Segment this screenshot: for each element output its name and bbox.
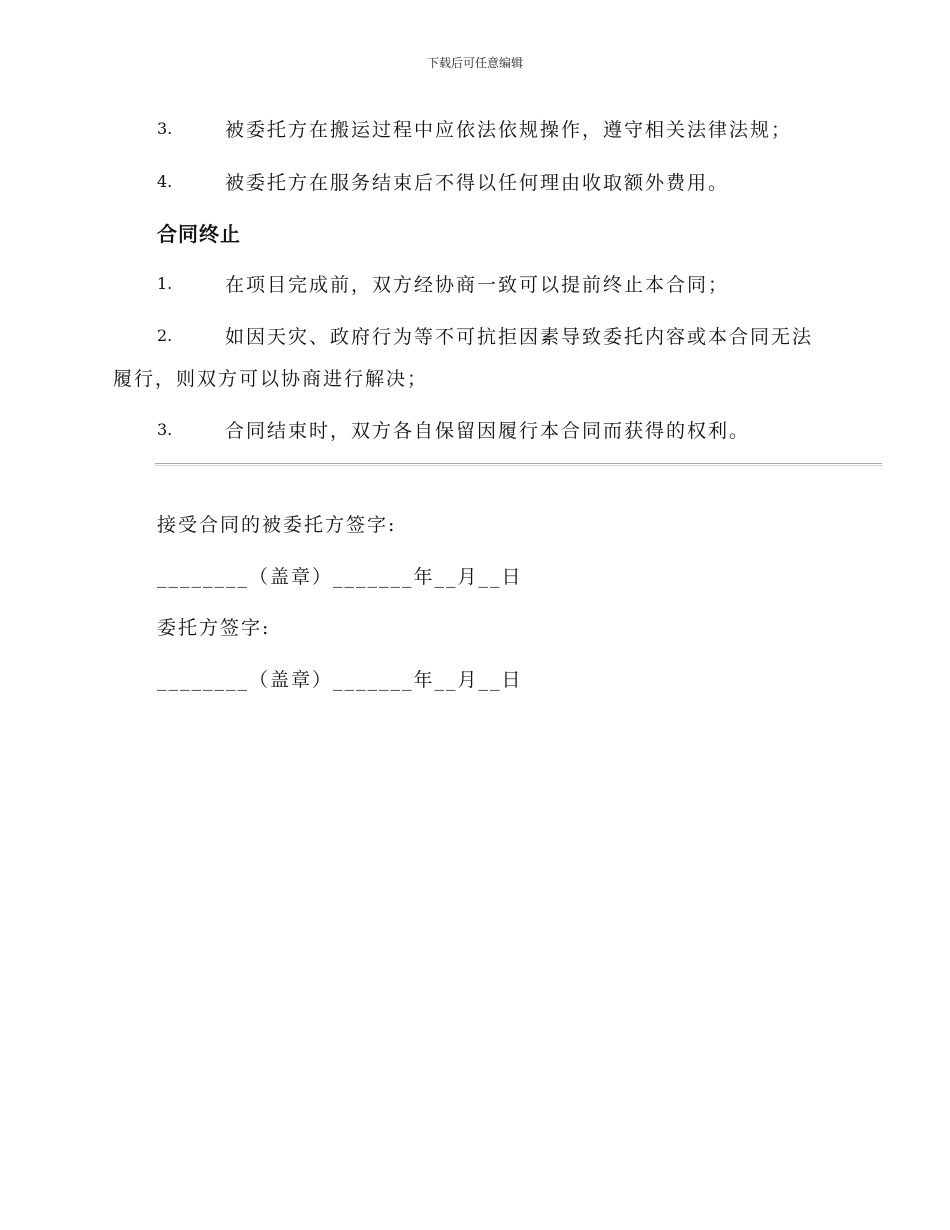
- list-item-text: 被委托方在服务结束后不得以任何理由收取额外费用。: [225, 172, 730, 194]
- list-item-text: 合同结束时，双方各自保留因履行本合同而获得的权利。: [225, 420, 751, 442]
- party2-signature-label: 委托方签字:: [157, 617, 271, 639]
- horizontal-divider: [155, 463, 882, 466]
- list-number: 1.: [157, 274, 173, 293]
- party1-signature-label: 接受合同的被委托方签字:: [157, 514, 397, 536]
- party2-signature-line: ________（盖章）_______年__月__日: [157, 669, 523, 691]
- party1-signature-line: ________（盖章）_______年__月__日: [157, 566, 523, 588]
- section-heading: 合同终止: [157, 222, 241, 246]
- list-number: 2.: [157, 326, 173, 345]
- list-item-text: 如因天灾、政府行为等不可抗拒因素导致委托内容或本合同无法: [225, 326, 814, 348]
- list-item-continuation: 履行，则双方可以协商进行解决；: [113, 368, 429, 390]
- list-number: 3.: [157, 119, 173, 138]
- page-header: 下载后可任意编辑: [426, 56, 523, 70]
- list-item-text: 被委托方在搬运过程中应依法依规操作，遵守相关法律法规；: [225, 119, 793, 141]
- list-number: 4.: [157, 172, 173, 191]
- list-number: 3.: [157, 420, 173, 439]
- list-item-text: 在项目完成前，双方经协商一致可以提前终止本合同；: [225, 274, 730, 296]
